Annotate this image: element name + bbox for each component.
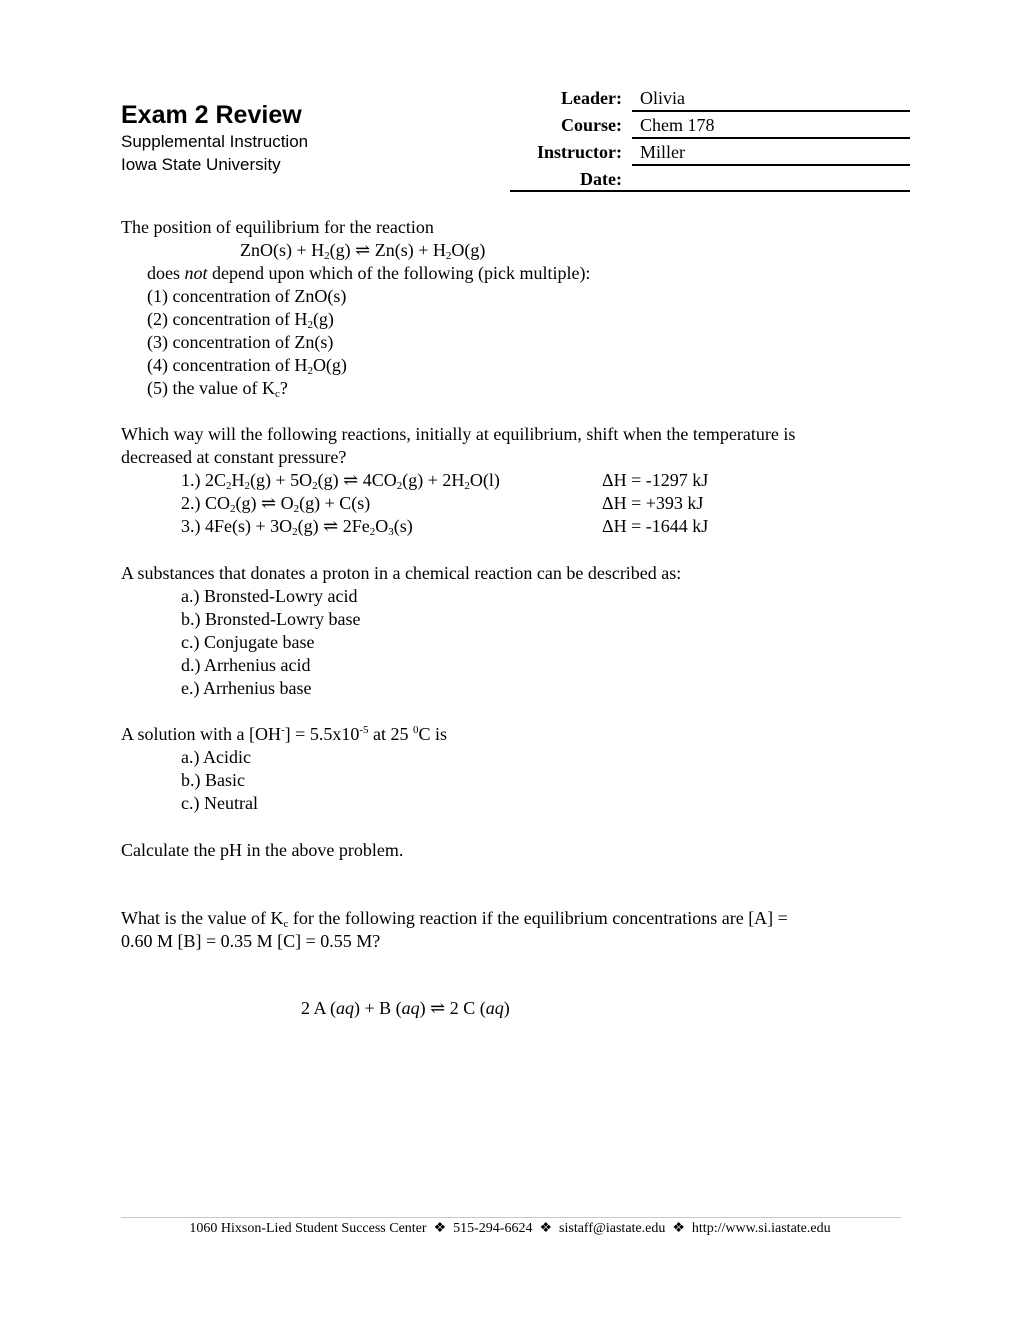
instructor-value: Miller [640, 142, 685, 162]
q2-reaction: 2.) $CO_2(g)$ ⇌ $O_2(g) + C(s)$ [181, 493, 371, 515]
q1-stem-part2: depend upon which of the following (pick multiple): [207, 263, 591, 283]
footer-rule [121, 1217, 901, 1218]
q1-stem-part1: does [147, 263, 185, 283]
q1-stem-emphasis: not [184, 263, 208, 283]
q1-reaction: $ZnO(s) + H_2(g)$ ⇌ $Zn(s) + H_2O(g)$ [240, 240, 486, 262]
q5-stem: Calculate the pH in the above problem. [121, 840, 404, 860]
q3-option: e.) Arrhenius base [181, 678, 312, 698]
instructor-underline [632, 164, 910, 166]
q6-reaction: 2 A (aq) + B (aq) ⇌ 2 C (aq) [301, 998, 510, 1018]
q2-stem-line1: Which way will the following reactions, initially at equilibrium, shift when the temperature is [121, 424, 796, 444]
course-label: Course: [561, 115, 622, 135]
q2-stem-line2: decreased at constant pressure? [121, 447, 347, 467]
q1-intro: The position of equilibrium for the reaction [121, 217, 434, 237]
q3-option: c.) Conjugate base [181, 632, 315, 652]
q2-enthalpy: ΔH = -1297 kJ [602, 470, 709, 490]
leader-label: Leader: [561, 88, 622, 108]
leader-value: Olivia [640, 88, 685, 108]
footer-address: 1060 Hixson-Lied Student Success Center [189, 1221, 427, 1236]
q1-option: (1) concentration of ZnO(s) [147, 286, 347, 306]
q6-stem-line2: 0.60 M [B] = 0.35 M [C] = 0.55 M? [121, 931, 381, 951]
q4-option: c.) Neutral [181, 793, 258, 813]
footer-url[interactable]: http://www.si.iastate.edu [691, 1221, 831, 1236]
q2-reaction: 1.) $2C_2H_2(g) + 5O_2(g)$ ⇌ $4CO_2(g) + 2H_2O(l)$ [181, 470, 500, 492]
q3-option: a.) Bronsted-Lowry acid [181, 586, 358, 606]
separator-icon: ❖ [433, 1221, 447, 1236]
separator-icon: ❖ [539, 1221, 553, 1236]
q4-option: a.) Acidic [181, 747, 251, 767]
q1-stem [147, 262, 590, 285]
footer-email[interactable]: sistaff@iastate.edu [559, 1221, 666, 1236]
course-value: Chem 178 [640, 115, 715, 135]
q3-option: b.) Bronsted-Lowry base [181, 609, 361, 629]
q2-reaction: 3.) $4Fe(s) + 3O_2(g)$ ⇌ $2Fe_2O_3(s)$ [181, 516, 413, 538]
q2-enthalpy: ΔH = +393 kJ [602, 493, 704, 513]
instructor-label: Instructor: [537, 142, 622, 162]
q1-option: (5) the value of $K_c$? [147, 378, 288, 400]
header-bottom-rule [510, 190, 910, 192]
separator-icon: ❖ [672, 1221, 685, 1236]
q4-stem: A solution with a $[OH^-] = 5.5x10^{-5}$ at 25 $^0$C is [121, 724, 448, 744]
q4-option: b.) Basic [181, 770, 245, 790]
q2-enthalpy: ΔH = -1644 kJ [602, 516, 709, 536]
course-underline [632, 137, 910, 139]
q1-option: (4) concentration of $H_2O(g)$ [147, 355, 347, 377]
leader-underline [632, 110, 910, 112]
footer [0, 1220, 1020, 1238]
q1-option: (3) concentration of Zn(s) [147, 332, 334, 352]
footer-phone: 515-294-6624 [453, 1221, 533, 1236]
page-title: Exam 2 Review [121, 101, 302, 129]
q6-stem-line1: What is the value of $K_c$ for the following reaction if the equilibrium concentrations are [A] = [121, 908, 788, 930]
date-label: Date: [580, 169, 622, 189]
subtitle-university: Iowa State University [121, 155, 281, 174]
q3-stem: A substances that donates a proton in a chemical reaction can be described as: [121, 563, 682, 583]
q1-option: (2) concentration of $H_2(g)$ [147, 309, 334, 331]
subtitle-program: Supplemental Instruction [121, 132, 309, 151]
q3-option: d.) Arrhenius acid [181, 655, 311, 675]
